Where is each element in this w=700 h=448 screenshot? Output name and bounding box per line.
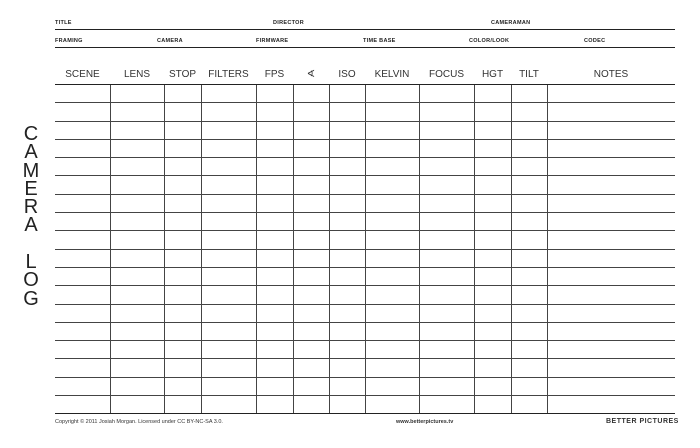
side-letter: M <box>22 159 40 182</box>
log-cell[interactable] <box>511 341 547 359</box>
log-cell[interactable] <box>474 377 511 395</box>
log-cell[interactable] <box>164 158 201 176</box>
log-cell[interactable] <box>293 322 329 340</box>
log-cell[interactable] <box>201 121 256 139</box>
log-cell[interactable] <box>164 103 201 121</box>
log-cell[interactable] <box>293 396 329 414</box>
log-cell[interactable] <box>293 158 329 176</box>
log-cell[interactable] <box>365 85 419 103</box>
log-cell[interactable] <box>547 121 675 139</box>
log-cell[interactable] <box>110 396 164 414</box>
log-cell[interactable] <box>329 85 365 103</box>
log-cell[interactable] <box>329 139 365 157</box>
log-cell[interactable] <box>164 286 201 304</box>
log-cell[interactable] <box>365 139 419 157</box>
log-cell[interactable] <box>511 304 547 322</box>
log-cell[interactable] <box>474 85 511 103</box>
log-cell[interactable] <box>547 304 675 322</box>
log-cell[interactable] <box>293 267 329 285</box>
log-cell[interactable] <box>547 103 675 121</box>
log-cell[interactable] <box>365 103 419 121</box>
log-cell[interactable] <box>164 85 201 103</box>
log-cell[interactable] <box>55 158 110 176</box>
log-cell[interactable] <box>547 158 675 176</box>
log-cell[interactable] <box>547 322 675 340</box>
label-cameraman: CAMERAMAN <box>491 20 531 26</box>
log-cell[interactable] <box>365 158 419 176</box>
log-cell[interactable] <box>419 158 474 176</box>
log-cell[interactable] <box>293 176 329 194</box>
log-cell[interactable] <box>256 304 293 322</box>
log-cell[interactable] <box>511 121 547 139</box>
log-cell[interactable] <box>256 396 293 414</box>
log-cell[interactable] <box>329 267 365 285</box>
log-row <box>55 249 675 267</box>
log-cell[interactable] <box>293 213 329 231</box>
log-cell[interactable] <box>164 341 201 359</box>
log-cell[interactable] <box>55 304 110 322</box>
log-cell[interactable] <box>201 377 256 395</box>
log-cell[interactable] <box>55 341 110 359</box>
log-cell[interactable] <box>55 85 110 103</box>
log-cell[interactable] <box>110 267 164 285</box>
side-letter: O <box>23 269 39 292</box>
log-cell[interactable] <box>256 176 293 194</box>
log-cell[interactable] <box>419 249 474 267</box>
brand-name: BETTER PICTURES <box>606 418 679 425</box>
log-cell[interactable] <box>511 85 547 103</box>
log-cell[interactable] <box>419 103 474 121</box>
log-cell[interactable] <box>474 121 511 139</box>
log-cell[interactable] <box>293 121 329 139</box>
log-cell[interactable] <box>293 286 329 304</box>
log-cell[interactable] <box>365 304 419 322</box>
log-cell[interactable] <box>419 377 474 395</box>
log-cell[interactable] <box>201 322 256 340</box>
log-row <box>55 341 675 359</box>
log-cell[interactable] <box>201 213 256 231</box>
log-cell[interactable] <box>55 267 110 285</box>
log-row <box>55 213 675 231</box>
log-row <box>55 103 675 121</box>
log-row <box>55 377 675 395</box>
log-cell[interactable] <box>419 341 474 359</box>
log-cell[interactable] <box>511 396 547 414</box>
log-cell[interactable] <box>474 267 511 285</box>
log-row <box>55 231 675 249</box>
header-rule-2 <box>55 47 675 48</box>
column-header-iso: ISO <box>329 65 365 85</box>
log-cell[interactable] <box>474 139 511 157</box>
log-cell[interactable] <box>293 249 329 267</box>
log-cell[interactable] <box>547 396 675 414</box>
log-cell[interactable] <box>164 176 201 194</box>
log-row <box>55 396 675 414</box>
log-cell[interactable] <box>511 322 547 340</box>
log-cell[interactable] <box>329 158 365 176</box>
log-cell[interactable] <box>55 322 110 340</box>
log-cell[interactable] <box>329 396 365 414</box>
log-cell[interactable] <box>329 249 365 267</box>
log-cell[interactable] <box>365 377 419 395</box>
log-cell[interactable] <box>164 377 201 395</box>
log-cell[interactable] <box>547 194 675 212</box>
log-cell[interactable] <box>511 194 547 212</box>
log-cell[interactable] <box>201 249 256 267</box>
header-rule-1 <box>55 29 675 30</box>
log-cell[interactable] <box>547 85 675 103</box>
log-cell[interactable] <box>256 359 293 377</box>
log-cell[interactable] <box>256 377 293 395</box>
log-cell[interactable] <box>329 103 365 121</box>
log-cell[interactable] <box>55 194 110 212</box>
log-cell[interactable] <box>474 286 511 304</box>
log-cell[interactable] <box>201 176 256 194</box>
log-cell[interactable] <box>419 304 474 322</box>
log-cell[interactable] <box>293 103 329 121</box>
log-cell[interactable] <box>256 322 293 340</box>
log-row <box>55 121 675 139</box>
log-cell[interactable] <box>474 249 511 267</box>
log-row <box>55 286 675 304</box>
column-header-shutter-angle: ∢ <box>293 65 329 85</box>
log-cell[interactable] <box>256 85 293 103</box>
log-cell[interactable] <box>164 396 201 414</box>
log-cell[interactable] <box>55 213 110 231</box>
log-cell[interactable] <box>547 341 675 359</box>
log-cell[interactable] <box>474 231 511 249</box>
log-cell[interactable] <box>201 267 256 285</box>
log-cell[interactable] <box>329 213 365 231</box>
side-letter: L <box>25 251 37 274</box>
log-row <box>55 322 675 340</box>
log-cell[interactable] <box>164 231 201 249</box>
log-cell[interactable] <box>365 231 419 249</box>
log-cell[interactable] <box>293 377 329 395</box>
log-cell[interactable] <box>419 85 474 103</box>
log-cell[interactable] <box>110 231 164 249</box>
log-cell[interactable] <box>164 139 201 157</box>
log-cell[interactable] <box>293 231 329 249</box>
log-cell[interactable] <box>110 249 164 267</box>
log-cell[interactable] <box>511 359 547 377</box>
log-cell[interactable] <box>164 304 201 322</box>
log-cell[interactable] <box>256 139 293 157</box>
log-cell[interactable] <box>329 304 365 322</box>
column-header-stop: STOP <box>164 65 201 85</box>
log-row <box>55 267 675 285</box>
log-cell[interactable] <box>365 359 419 377</box>
column-header-scene: SCENE <box>55 65 110 85</box>
log-cell[interactable] <box>365 267 419 285</box>
label-time-base: TIME BASE <box>363 38 396 44</box>
log-cell[interactable] <box>365 194 419 212</box>
label-director: DIRECTOR <box>273 20 305 26</box>
log-cell[interactable] <box>164 322 201 340</box>
column-header-notes: NOTES <box>547 65 675 85</box>
log-cell[interactable] <box>419 139 474 157</box>
label-codec: CODEC <box>584 38 606 44</box>
log-cell[interactable] <box>164 359 201 377</box>
log-cell[interactable] <box>365 121 419 139</box>
log-cell[interactable] <box>511 231 547 249</box>
log-cell[interactable] <box>256 341 293 359</box>
table-header-row <box>55 65 675 85</box>
log-cell[interactable] <box>474 396 511 414</box>
side-letter: A <box>24 214 38 237</box>
log-cell[interactable] <box>365 322 419 340</box>
log-cell[interactable] <box>474 103 511 121</box>
log-cell[interactable] <box>419 213 474 231</box>
log-cell[interactable] <box>110 377 164 395</box>
log-cell[interactable] <box>474 304 511 322</box>
log-cell[interactable] <box>256 103 293 121</box>
log-cell[interactable] <box>365 286 419 304</box>
log-cell[interactable] <box>110 322 164 340</box>
log-cell[interactable] <box>547 286 675 304</box>
log-cell[interactable] <box>329 322 365 340</box>
log-cell[interactable] <box>474 359 511 377</box>
log-cell[interactable] <box>201 396 256 414</box>
log-cell[interactable] <box>55 286 110 304</box>
log-cell[interactable] <box>547 377 675 395</box>
log-cell[interactable] <box>474 176 511 194</box>
log-cell[interactable] <box>256 194 293 212</box>
log-cell[interactable] <box>329 176 365 194</box>
log-row <box>55 304 675 322</box>
log-cell[interactable] <box>329 231 365 249</box>
log-cell[interactable] <box>110 359 164 377</box>
column-header-focus: FOCUS <box>419 65 474 85</box>
log-cell[interactable] <box>110 121 164 139</box>
log-cell[interactable] <box>329 194 365 212</box>
log-cell[interactable] <box>256 231 293 249</box>
log-cell[interactable] <box>365 341 419 359</box>
log-cell[interactable] <box>256 286 293 304</box>
log-cell[interactable] <box>547 249 675 267</box>
log-cell[interactable] <box>256 213 293 231</box>
log-cell[interactable] <box>511 176 547 194</box>
column-header-tilt: TILT <box>511 65 547 85</box>
column-header-kelvin: KELVIN <box>365 65 419 85</box>
table-body <box>55 85 675 414</box>
log-cell[interactable] <box>547 359 675 377</box>
side-title <box>20 125 42 308</box>
log-cell[interactable] <box>474 322 511 340</box>
log-cell[interactable] <box>419 267 474 285</box>
label-title: TITLE <box>55 20 72 26</box>
log-cell[interactable] <box>511 286 547 304</box>
log-cell[interactable] <box>55 359 110 377</box>
log-cell[interactable] <box>201 359 256 377</box>
log-cell[interactable] <box>293 139 329 157</box>
log-cell[interactable] <box>419 194 474 212</box>
log-cell[interactable] <box>55 121 110 139</box>
column-header-hgt: HGT <box>474 65 511 85</box>
log-cell[interactable] <box>365 249 419 267</box>
side-letter: C <box>23 123 39 145</box>
log-row <box>55 176 675 194</box>
log-cell[interactable] <box>365 176 419 194</box>
log-cell[interactable] <box>201 85 256 103</box>
label-color-look: COLOR/LOOK <box>469 38 510 44</box>
column-header-filters: FILTERS <box>201 65 256 85</box>
label-framing: FRAMING <box>55 38 83 44</box>
log-cell[interactable] <box>164 194 201 212</box>
log-cell[interactable] <box>547 213 675 231</box>
log-cell[interactable] <box>329 286 365 304</box>
log-cell[interactable] <box>365 213 419 231</box>
log-cell[interactable] <box>55 103 110 121</box>
log-cell[interactable] <box>55 231 110 249</box>
log-cell[interactable] <box>329 341 365 359</box>
log-cell[interactable] <box>110 194 164 212</box>
log-cell[interactable] <box>293 304 329 322</box>
column-header-lens: LENS <box>110 65 164 85</box>
log-cell[interactable] <box>511 103 547 121</box>
log-cell[interactable] <box>201 103 256 121</box>
log-cell[interactable] <box>256 121 293 139</box>
side-letter: E <box>24 177 38 200</box>
log-row <box>55 359 675 377</box>
side-letter: A <box>24 141 38 164</box>
log-cell[interactable] <box>55 377 110 395</box>
log-cell[interactable] <box>329 121 365 139</box>
log-cell[interactable] <box>164 121 201 139</box>
log-cell[interactable] <box>110 213 164 231</box>
log-cell[interactable] <box>547 231 675 249</box>
log-cell[interactable] <box>164 267 201 285</box>
log-cell[interactable] <box>55 249 110 267</box>
log-row <box>55 85 675 103</box>
copyright-text: Copyright © 2011 Josiah Morgan. Licensed under CC BY-NC-SA 3.0. <box>55 419 223 425</box>
log-row <box>55 139 675 157</box>
log-cell[interactable] <box>201 341 256 359</box>
log-cell[interactable] <box>55 139 110 157</box>
log-cell[interactable] <box>256 158 293 176</box>
log-cell[interactable] <box>164 213 201 231</box>
log-cell[interactable] <box>55 396 110 414</box>
log-cell[interactable] <box>474 213 511 231</box>
log-cell[interactable] <box>201 194 256 212</box>
column-header-fps: FPS <box>256 65 293 85</box>
log-cell[interactable] <box>293 341 329 359</box>
log-cell[interactable] <box>474 158 511 176</box>
log-cell[interactable] <box>329 377 365 395</box>
log-cell[interactable] <box>419 231 474 249</box>
log-cell[interactable] <box>474 194 511 212</box>
log-cell[interactable] <box>511 267 547 285</box>
log-cell[interactable] <box>256 267 293 285</box>
log-cell[interactable] <box>547 139 675 157</box>
log-cell[interactable] <box>365 396 419 414</box>
log-cell[interactable] <box>419 176 474 194</box>
log-cell[interactable] <box>110 85 164 103</box>
log-cell[interactable] <box>419 359 474 377</box>
label-camera: CAMERA <box>157 38 183 44</box>
log-cell[interactable] <box>511 377 547 395</box>
log-cell[interactable] <box>201 286 256 304</box>
log-cell[interactable] <box>110 103 164 121</box>
log-cell[interactable] <box>164 249 201 267</box>
label-firmware: FIRMWARE <box>256 38 289 44</box>
log-cell[interactable] <box>419 322 474 340</box>
side-letter: R <box>23 196 39 219</box>
log-cell[interactable] <box>511 158 547 176</box>
log-cell[interactable] <box>329 359 365 377</box>
log-cell[interactable] <box>110 304 164 322</box>
camera-log-table <box>55 65 675 414</box>
website-url: www.betterpictures.tv <box>396 419 454 425</box>
log-cell[interactable] <box>110 341 164 359</box>
log-cell[interactable] <box>201 231 256 249</box>
log-cell[interactable] <box>547 176 675 194</box>
log-row <box>55 158 675 176</box>
log-row <box>55 194 675 212</box>
log-cell[interactable] <box>110 158 164 176</box>
log-cell[interactable] <box>293 85 329 103</box>
log-cell[interactable] <box>201 304 256 322</box>
log-cell[interactable] <box>110 286 164 304</box>
log-cell[interactable] <box>419 121 474 139</box>
log-cell[interactable] <box>256 249 293 267</box>
log-cell[interactable] <box>110 139 164 157</box>
log-cell[interactable] <box>419 286 474 304</box>
side-letter: G <box>23 287 39 310</box>
log-cell[interactable] <box>110 176 164 194</box>
log-cell[interactable] <box>201 158 256 176</box>
log-cell[interactable] <box>511 139 547 157</box>
log-cell[interactable] <box>511 213 547 231</box>
log-cell[interactable] <box>55 176 110 194</box>
log-cell[interactable] <box>474 341 511 359</box>
log-cell[interactable] <box>547 267 675 285</box>
log-cell[interactable] <box>201 139 256 157</box>
log-cell[interactable] <box>419 396 474 414</box>
log-cell[interactable] <box>293 359 329 377</box>
log-cell[interactable] <box>511 249 547 267</box>
log-cell[interactable] <box>293 194 329 212</box>
